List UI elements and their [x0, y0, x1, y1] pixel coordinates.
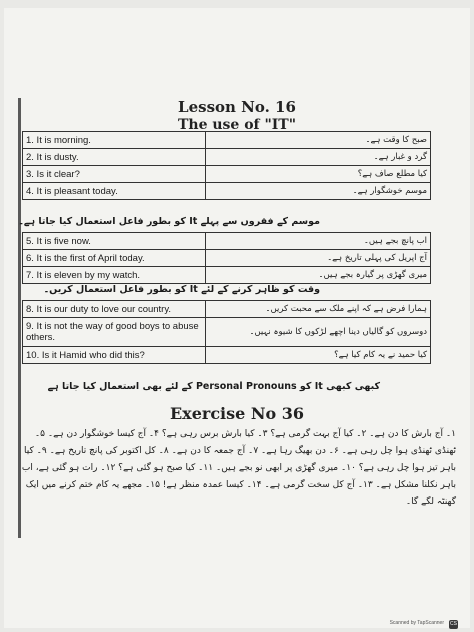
- exercise-paragraph: ۱۔ آج بارش کا دن ہے۔ ۲۔ کیا آج بہت گرمی ہے؟ ۳۔ کیا بارش برس رہی ہے؟ ۴۔ آج کیسا خوشگوار دن ہے۔ ۵۔ ٹھنڈی ٹھنڈی ہوا چل رہی ہے۔ ۶۔ دن بھیگ رہا ہے۔ ۷۔ آج جمعہ کا دن ہے۔ ۸۔ کل اکتوبر کی پانچ تاریخ ہے۔ ۹۔ کیا باہر تیز ہوا چل رہی ہے؟ ۱۰۔ میری گھڑی پر ابھی نو بجے ہیں۔ ۱۱۔ کیا صبح ہو گئی ہے؟ ۱۲۔ رات ہو گئی ہے، اب باہر نکلنا مشکل ہے۔ ۱۳۔ آج کل سخت گرمی ہے۔ ۱۴۔ کیسا عمدہ منظر ہے! ۱۵۔ مجھے یہ کام ختم کرنے میں ایک گھنٹہ لگے گا۔: [21, 429, 456, 507]
- english-sentence: 8. It is our duty to love our country.: [23, 301, 206, 318]
- table-row: [23, 347, 431, 364]
- urdu-translation: اب پانچ بجے ہیں۔: [206, 233, 431, 250]
- cs-badge-icon: CS: [450, 621, 457, 627]
- table-row: [23, 267, 431, 284]
- scanner-watermark: Scanned by TapScanner: [389, 620, 444, 626]
- section-title: The use of "IT": [177, 117, 296, 133]
- english-sentence: 1. It is morning.: [23, 132, 206, 149]
- table-row: [23, 318, 431, 347]
- urdu-translation: کیا مطلع صاف ہے؟: [206, 166, 431, 183]
- table-row: [23, 183, 431, 200]
- table-row: [23, 233, 431, 250]
- rule-heading-time: وقت کو ظاہر کرنے کے لئے It کو بطور فاعل استعمال کریں۔: [43, 284, 320, 295]
- table-row: [23, 250, 431, 267]
- english-sentence: 5. It is five now.: [23, 233, 206, 250]
- table-row: [23, 301, 431, 318]
- urdu-translation: صبح کا وقت ہے۔: [206, 132, 431, 149]
- rule-heading-personal-pronouns: کبھی کبھی It کو Personal Pronouns کے لئے بھی استعمال کیا جاتا ہے: [47, 381, 380, 392]
- english-sentence: 3. Is it clear?: [23, 166, 206, 183]
- urdu-translation: کیا حمید نے یہ کام کیا ہے؟: [206, 347, 431, 364]
- english-sentence: 10. Is it Hamid who did this?: [23, 347, 206, 364]
- urdu-translation: ہمارا فرض ہے کہ اپنے ملک سے محبت کریں۔: [206, 301, 431, 318]
- english-sentence: 2. It is dusty.: [23, 149, 206, 166]
- lesson-title: Lesson No. 16: [178, 98, 296, 116]
- english-sentence: 7. It is eleven by my watch.: [23, 267, 206, 284]
- examples-table-weather: [22, 131, 431, 200]
- english-sentence: 9. It is not the way of good boys to abuse others.: [23, 318, 206, 347]
- examples-table-time: [22, 232, 431, 284]
- table-row: [23, 149, 431, 166]
- exercise-title: Exercise No 36: [169, 404, 305, 423]
- rule-heading-weather: موسم کے فقروں سے پہلے It کو بطور فاعل استعمال کیا جاتا ہے۔: [18, 216, 320, 227]
- table-row: [23, 166, 431, 183]
- examples-table-pronoun: [22, 300, 431, 364]
- urdu-translation: دوسروں کو گالیاں دینا اچھے لڑکوں کا شیوہ نہیں۔: [206, 318, 431, 347]
- scanned-page: [4, 8, 470, 628]
- urdu-translation: آج اپریل کی پہلی تاریخ ہے۔: [206, 250, 431, 267]
- table-row: [23, 132, 431, 149]
- urdu-translation: میری گھڑی پر گیارہ بجے ہیں۔: [206, 267, 431, 284]
- english-sentence: 4. It is pleasant today.: [23, 183, 206, 200]
- urdu-translation: گرد و غبار ہے۔: [206, 149, 431, 166]
- urdu-translation: موسم خوشگوار ہے۔: [206, 183, 431, 200]
- english-sentence: 6. It is the first of April today.: [23, 250, 206, 267]
